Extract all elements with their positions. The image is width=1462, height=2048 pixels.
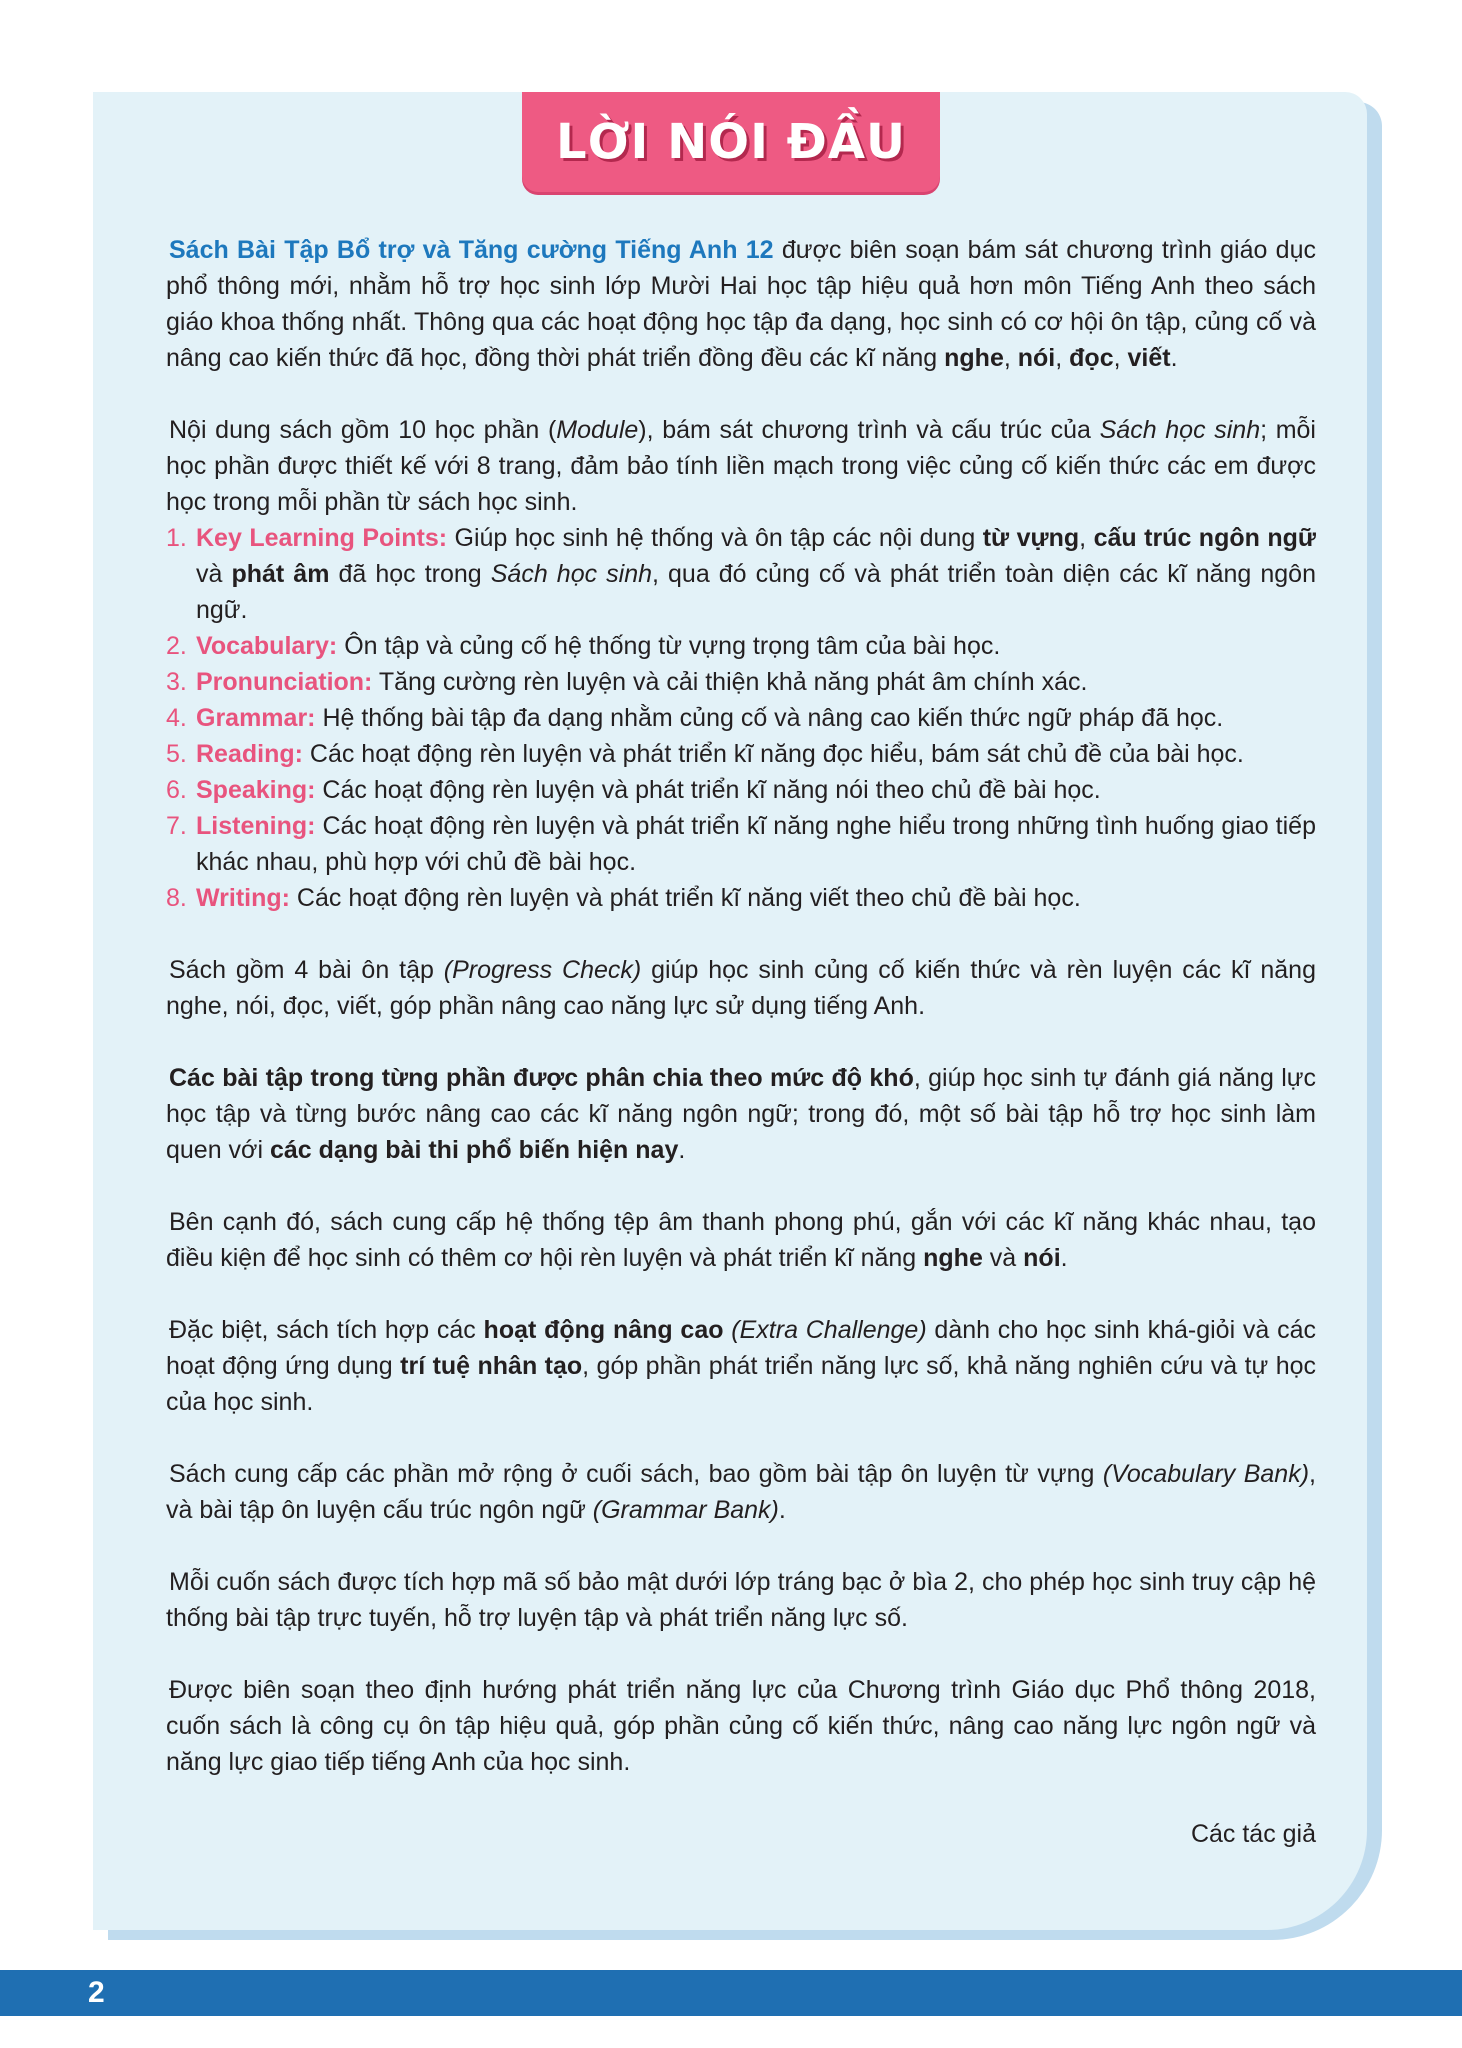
special-paragraph: Đặc biệt, sách tích hợp các hoạt động nâng cao (Extra Challenge) dành cho học sinh khá-giỏi và các hoạt động ứng dụng trí tuệ nhân tạo, góp phần phát triển năng lực số, khả năng nghiên cứu và tự học của học sinh.	[166, 1316, 1317, 1416]
list-item: 2. Vocabulary: Ôn tập và củng cố hệ thống từ vựng trọng tâm của bài học.	[166, 632, 1001, 660]
code-paragraph: Mỗi cuốn sách được tích hợp mã số bảo mật dưới lớp tráng bạc ở bìa 2, cho phép học sinh truy cập hệ thống bài tập trực tuyến, hỗ trợ luyện tập và phát triển năng lực số.	[166, 1568, 1316, 1632]
signature: Các tác giả	[1190, 1820, 1316, 1848]
intro-paragraph: Sách Bài Tập Bổ trợ và Tăng cường Tiếng Anh 12 được biên soạn bám sát chương trình giáo dục phổ thông mới, nhằm hỗ trợ học sinh lớp Mười Hai học tập hiệu quả hơn môn Tiếng Anh theo sách giáo khoa thống nhất. Thông qua các hoạt động học tập đa dạng, học sinh có cơ hội ôn tập, củng cố và nâng cao kiến thức đã học, đồng thời phát triển đồng đều các kĩ năng nghe, nói, đọc, viết.	[166, 236, 1316, 372]
extension-paragraph: Sách cung cấp các phần mở rộng ở cuối sách, bao gồm bài tập ôn luyện từ vựng (Vocabulary Bank), và bài tập ôn luyện cấu trúc ngôn ngữ (Grammar Bank).	[166, 1460, 1316, 1524]
page-number: 2	[88, 1976, 105, 2009]
audio-paragraph: Bên cạnh đó, sách cung cấp hệ thống tệp âm thanh phong phú, gắn với các kĩ năng khác nhau, tạo điều kiện để học sinh có thêm cơ hội rèn luyện và phát triển kĩ năng nghe và nói.	[166, 1208, 1316, 1272]
book-title: Sách Bài Tập Bổ trợ và Tăng cường Tiếng Anh 12	[169, 236, 774, 264]
footer-bar	[0, 1970, 1462, 2016]
list-item: 4. Grammar: Hệ thống bài tập đa dạng nhằm củng cố và nâng cao kiến thức ngữ pháp đã học.	[166, 704, 1224, 732]
closing-paragraph: Được biên soạn theo định hướng phát triển năng lực của Chương trình Giáo dục Phổ thông 2018, cuốn sách là công cụ ôn tập hiệu quả, góp phần củng cố kiến thức, nâng cao năng lực ngôn ngữ và năng lực giao tiếp tiếng Anh của học sinh.	[166, 1676, 1316, 1776]
title-badge	[522, 92, 940, 192]
list-item: 8. Writing: Các hoạt động rèn luyện và phát triển kĩ năng viết theo chủ đề bài học.	[166, 884, 1081, 912]
list-item: 7. Listening: Các hoạt động rèn luyện và phát triển kĩ năng nghe hiểu trong những tình huống giao tiếp khác nhau, phù hợp với chủ đề bài học.	[166, 812, 1316, 876]
difficulty-paragraph: Các bài tập trong từng phần được phân chia theo mức độ khó, giúp học sinh tự đánh giá năng lực học tập và từng bước nâng cao các kĩ năng ngôn ngữ; trong đó, một số bài tập hỗ trợ học sinh làm quen với các dạng bài thi phổ biến hiện nay.	[166, 1064, 1316, 1164]
list-item: 1. Key Learning Points: Giúp học sinh hệ thống và ôn tập các nội dung từ vựng, cấu trúc ngôn ngữ và phát âm đã học trong Sách học sinh, qua đó củng cố và phát triển toàn diện các kĩ năng ngôn ngữ.	[166, 524, 1316, 624]
content-paragraph: Nội dung sách gồm 10 học phần (Module), bám sát chương trình và cấu trúc của Sách học sinh; mỗi học phần được thiết kế với 8 trang, đảm bảo tính liền mạch trong việc củng cố kiến thức các em được học trong mỗi phần từ sách học sinh.	[166, 416, 1316, 516]
module-list	[166, 520, 1316, 916]
list-item: 6. Speaking: Các hoạt động rèn luyện và phát triển kĩ năng nói theo chủ đề bài học.	[166, 776, 1101, 804]
page-title: LỜI NÓI ĐẦU	[556, 114, 906, 170]
list-item: 5. Reading: Các hoạt động rèn luyện và phát triển kĩ năng đọc hiểu, bám sát chủ đề của bài học.	[166, 740, 1244, 768]
preface-body	[166, 232, 1316, 1852]
list-item: 3. Pronunciation: Tăng cường rèn luyện và cải thiện khả năng phát âm chính xác.	[166, 668, 1088, 696]
progress-paragraph: Sách gồm 4 bài ôn tập (Progress Check) giúp học sinh củng cố kiến thức và rèn luyện các kĩ năng nghe, nói, đọc, viết, góp phần nâng cao năng lực sử dụng tiếng Anh.	[166, 956, 1316, 1020]
